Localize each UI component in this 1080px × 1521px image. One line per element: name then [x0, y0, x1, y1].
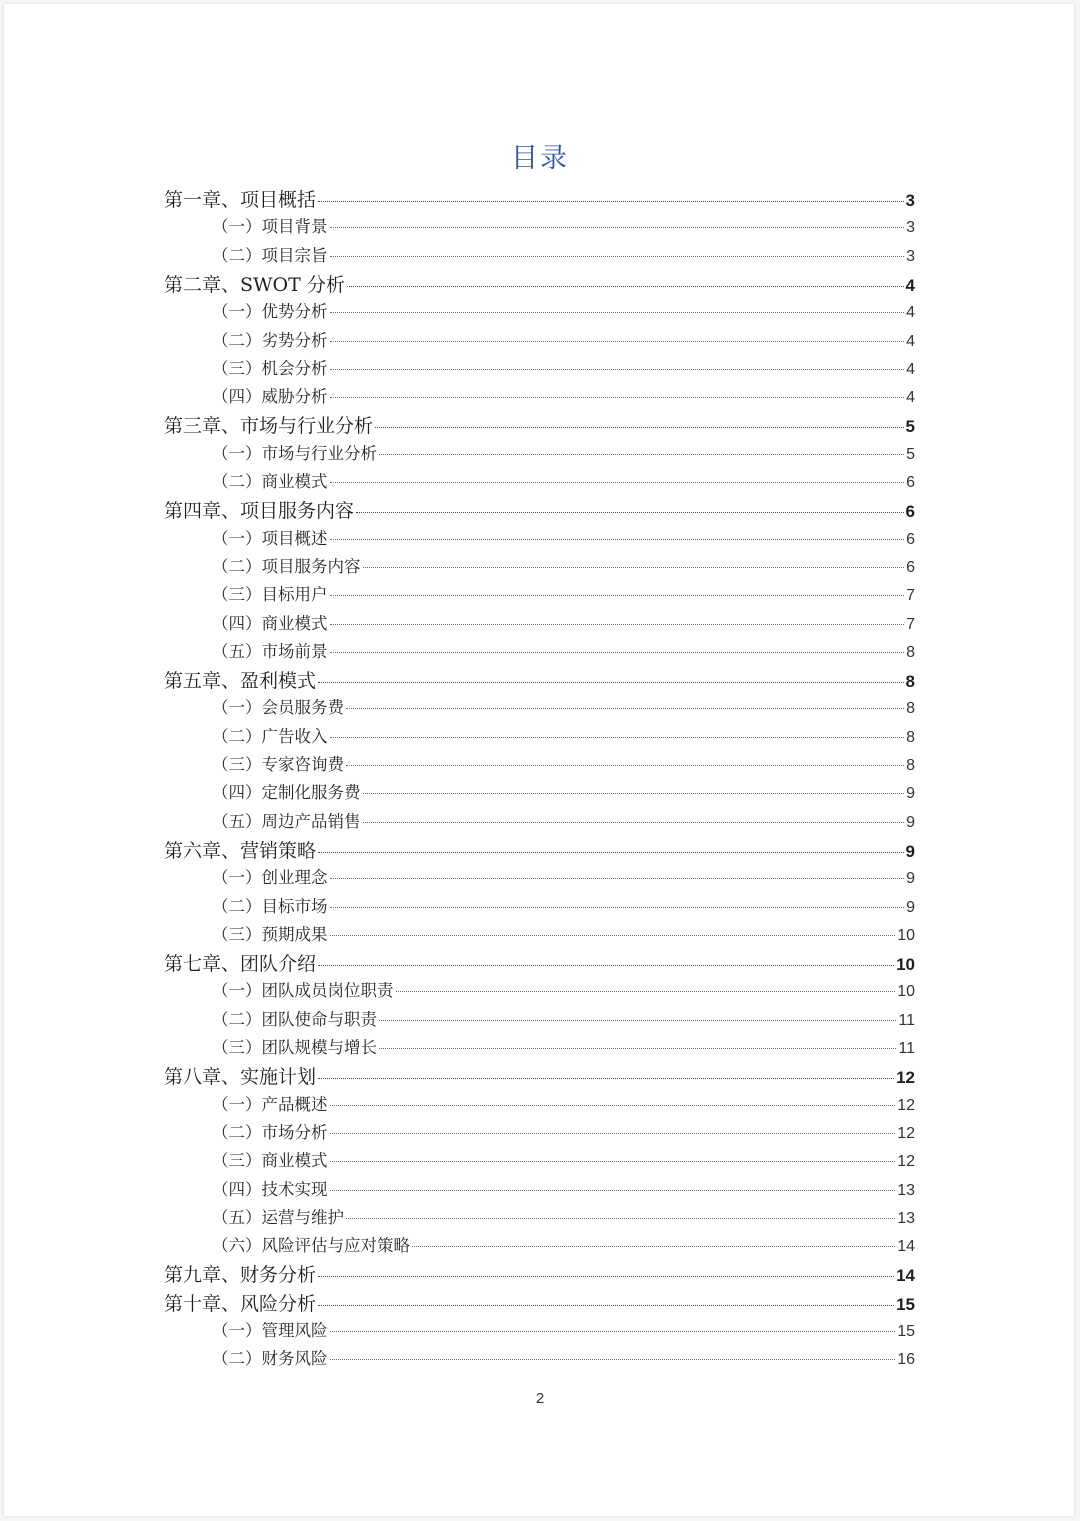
toc-entry-page-number: 4	[906, 360, 915, 378]
toc-section-entry[interactable]	[212, 864, 915, 892]
toc-entry-label: （五）周边产品销售	[212, 811, 361, 831]
toc-dot-leader	[330, 1161, 896, 1162]
toc-chapter-entry[interactable]	[164, 949, 915, 977]
toc-entry-label: 第九章、财务分析	[164, 1264, 317, 1287]
toc-entry-label: （四）商业模式	[212, 613, 328, 633]
toc-entry-label: （二）项目服务内容	[212, 556, 361, 576]
toc-section-entry[interactable]	[212, 610, 915, 638]
toc-entry-label: （一）产品概述	[212, 1094, 328, 1114]
toc-entry-page-number: 3	[906, 219, 915, 237]
toc-dot-leader	[379, 1020, 896, 1021]
toc-entry-label: （一）管理风险	[212, 1321, 328, 1340]
toc-entry-label: 第二章、SWOT 分析	[164, 273, 345, 296]
toc-dot-leader	[375, 427, 904, 428]
toc-dot-leader	[330, 935, 896, 936]
toc-entry-page-number: 13	[897, 1181, 915, 1199]
toc-entry-label: （三）目标用户	[212, 585, 328, 605]
toc-entry-page-number: 5	[906, 445, 915, 463]
toc-dot-leader	[346, 1218, 895, 1219]
toc-section-entry[interactable]	[212, 1147, 915, 1175]
toc-dot-leader	[346, 765, 904, 766]
toc-chapter-entry[interactable]	[164, 836, 915, 864]
toc-entry-page-number: 12	[896, 1068, 915, 1088]
toc-dot-leader	[330, 737, 905, 738]
toc-section-entry[interactable]	[212, 1119, 915, 1147]
toc-entry-label: 第五章、盈利模式	[164, 670, 317, 693]
toc-entry-page-number: 4	[906, 304, 915, 322]
toc-dot-leader	[330, 369, 905, 370]
toc-entry-page-number: 8	[906, 728, 915, 746]
toc-section-entry[interactable]	[212, 468, 915, 496]
toc-section-entry[interactable]	[212, 1091, 915, 1119]
toc-entry-page-number: 3	[906, 247, 915, 265]
toc-section-entry[interactable]	[212, 779, 915, 807]
page-number: 2	[535, 1390, 545, 1407]
toc-section-entry[interactable]	[212, 893, 915, 921]
toc-entry-label: （三）机会分析	[212, 358, 328, 378]
toc-section-entry[interactable]	[212, 977, 915, 1005]
toc-dot-leader	[330, 256, 905, 257]
toc-dot-leader	[318, 1276, 894, 1277]
toc-dot-leader	[356, 512, 904, 513]
toc-entry-page-number: 9	[906, 898, 915, 916]
toc-entry-page-number: 6	[906, 474, 915, 491]
toc-entry-label: （一）项目概述	[212, 528, 328, 548]
toc-entry-page-number: 6	[906, 530, 915, 548]
toc-entry-page-number: 8	[906, 757, 915, 774]
toc-entry-label: （二）财务风险	[212, 1349, 328, 1369]
toc-entry-page-number: 14	[897, 1238, 915, 1256]
toc-title: 目录	[511, 143, 569, 174]
toc-section-entry[interactable]	[212, 808, 915, 836]
toc-entry-label: （一）会员服务费	[212, 698, 344, 718]
toc-dot-leader	[330, 652, 905, 653]
toc-dot-leader	[363, 793, 905, 794]
toc-entry-label: 第十章、风险分析	[164, 1292, 317, 1315]
toc-chapter-entry[interactable]	[164, 496, 915, 524]
toc-entry-label: （二）项目宗旨	[212, 245, 328, 265]
toc-entry-label: （三）商业模式	[212, 1151, 328, 1171]
toc-entry-label: （三）预期成果	[212, 924, 328, 944]
toc-entry-page-number: 8	[906, 643, 915, 661]
toc-entry-label: （一）优势分析	[212, 302, 328, 322]
toc-section-entry[interactable]	[212, 1006, 915, 1034]
toc-chapter-entry[interactable]	[164, 666, 915, 694]
toc-entry-label: 第三章、市场与行业分析	[164, 415, 374, 438]
toc-entry-label: （一）市场与行业分析	[212, 443, 377, 463]
toc-dot-leader	[330, 1133, 896, 1134]
toc-entry-label: （二）目标市场	[212, 896, 328, 916]
toc-dot-leader	[412, 1246, 895, 1247]
toc-chapter-entry[interactable]	[164, 411, 915, 439]
toc-dot-leader	[318, 1078, 894, 1079]
toc-entry-page-number: 12	[897, 1124, 915, 1142]
toc-dot-leader	[330, 1105, 896, 1106]
toc-entry-page-number: 6	[906, 558, 915, 576]
toc-dot-leader	[330, 341, 905, 342]
toc-entry-page-number: 6	[905, 502, 915, 522]
toc-section-entry[interactable]	[212, 1317, 915, 1345]
toc-entry-page-number: 7	[906, 587, 915, 605]
toc-dot-leader	[363, 567, 905, 568]
toc-dot-leader	[379, 1048, 896, 1049]
toc-entry-label: （五）运营与维护	[212, 1207, 344, 1227]
toc-entry-page-number: 4	[906, 332, 915, 350]
toc-entry-label: 第四章、项目服务内容	[164, 500, 355, 523]
toc-entry-page-number: 7	[906, 615, 915, 633]
toc-section-entry[interactable]	[212, 242, 915, 270]
toc-entry-page-number: 12	[897, 1096, 915, 1114]
toc-dot-leader	[330, 1359, 896, 1360]
toc-entry-page-number: 8	[906, 700, 915, 718]
toc-dot-leader	[379, 454, 904, 455]
toc-dot-leader	[318, 682, 904, 683]
toc-dot-leader	[346, 708, 904, 709]
toc-chapter-entry[interactable]	[164, 270, 915, 298]
toc-section-entry[interactable]	[212, 694, 915, 722]
toc-dot-leader	[330, 1190, 896, 1191]
toc-section-entry[interactable]	[212, 383, 915, 411]
toc-entry-page-number: 14	[896, 1266, 915, 1286]
toc-entry-label: 第六章、营销策略	[164, 839, 317, 862]
toc-entry-label: （二）市场分析	[212, 1122, 328, 1142]
toc-dot-leader	[330, 227, 905, 228]
toc-entry-label: （四）威胁分析	[212, 387, 328, 407]
toc-entry-label: 第八章、实施计划	[164, 1066, 317, 1089]
toc-entry-label: （二）商业模式	[212, 472, 328, 491]
toc-dot-leader	[363, 822, 905, 823]
toc-dot-leader	[330, 624, 905, 625]
toc-entry-page-number: 16	[897, 1351, 915, 1369]
toc-entry-label: （三）专家咨询费	[212, 755, 344, 774]
toc-entry-page-number: 15	[896, 1294, 915, 1314]
toc-section-entry[interactable]	[212, 1232, 915, 1260]
toc-entry-label: （二）团队使命与职责	[212, 1009, 377, 1029]
toc-entry-label: （三）团队规模与增长	[212, 1038, 377, 1057]
toc-dot-leader	[330, 595, 905, 596]
toc-entry-label: （二）广告收入	[212, 726, 328, 746]
toc-entry-page-number: 3	[905, 191, 915, 210]
toc-section-entry[interactable]	[212, 213, 915, 241]
toc-entry-label: （五）市场前景	[212, 641, 328, 661]
toc-entry-label: （六）风险评估与应对策略	[212, 1236, 410, 1256]
toc-section-entry[interactable]	[212, 440, 915, 468]
toc-dot-leader	[330, 482, 905, 483]
toc-entry-page-number: 12	[897, 1153, 915, 1171]
toc-entry-label: 第一章、项目概括	[164, 189, 317, 211]
toc-section-entry[interactable]	[212, 581, 915, 609]
toc-section-entry[interactable]	[212, 1176, 915, 1204]
toc-section-entry[interactable]	[212, 1034, 915, 1062]
toc-entry-page-number: 9	[906, 785, 915, 803]
toc-dot-leader	[330, 397, 905, 398]
toc-dot-leader	[330, 539, 905, 540]
toc-section-entry[interactable]	[212, 355, 915, 383]
toc-entry-page-number: 11	[898, 1040, 915, 1057]
toc-entry-label: （一）项目背景	[212, 217, 328, 237]
toc-entry-page-number: 9	[906, 870, 915, 888]
toc-section-entry[interactable]	[212, 921, 915, 949]
toc-dot-leader	[330, 1331, 896, 1332]
toc-dot-leader	[330, 907, 905, 908]
toc-entry-page-number: 4	[906, 389, 915, 407]
toc-entry-label: （一）创业理念	[212, 868, 328, 888]
toc-entry-label: 第七章、团队介绍	[164, 953, 317, 976]
toc-section-entry[interactable]	[212, 751, 915, 779]
toc-entry-page-number: 11	[898, 1011, 915, 1029]
toc-entry-label: （一）团队成员岗位职责	[212, 981, 394, 1001]
toc-dot-leader	[318, 201, 904, 202]
toc-section-entry[interactable]	[212, 638, 915, 666]
toc-section-entry[interactable]	[212, 723, 915, 751]
toc-entry-label: （四）技术实现	[212, 1179, 328, 1199]
toc-entry-page-number: 9	[906, 813, 915, 831]
toc-entry-page-number: 10	[896, 955, 915, 975]
toc-chapter-entry[interactable]	[164, 185, 915, 213]
toc-chapter-entry[interactable]	[164, 1260, 915, 1288]
toc-entry-page-number: 4	[905, 275, 915, 295]
toc-entry-page-number: 15	[897, 1323, 915, 1340]
toc-entry-page-number: 8	[905, 672, 915, 692]
toc-entry-page-number: 13	[897, 1209, 915, 1227]
toc-section-entry[interactable]	[212, 525, 915, 553]
toc-dot-leader	[318, 1305, 894, 1306]
toc-section-entry[interactable]	[212, 1204, 915, 1232]
toc-section-entry[interactable]	[212, 1345, 915, 1373]
toc-section-entry[interactable]	[212, 553, 915, 581]
toc-dot-leader	[318, 965, 894, 966]
toc-entry-page-number: 10	[897, 926, 915, 944]
toc-dot-leader	[318, 852, 904, 853]
toc-entry-page-number: 9	[905, 841, 915, 861]
toc-dot-leader	[330, 878, 905, 879]
toc-dot-leader	[330, 312, 905, 313]
toc-dot-leader	[396, 991, 896, 992]
toc-dot-leader	[347, 286, 904, 287]
toc-entry-page-number: 5	[905, 417, 915, 437]
toc-entry-page-number: 10	[897, 983, 915, 1001]
toc-section-entry[interactable]	[212, 298, 915, 326]
toc-entry-label: （四）定制化服务费	[212, 783, 361, 803]
toc-section-entry[interactable]	[212, 327, 915, 355]
toc-chapter-entry[interactable]	[164, 1062, 915, 1090]
toc-chapter-entry[interactable]	[164, 1289, 915, 1317]
toc-entry-label: （二）劣势分析	[212, 330, 328, 350]
